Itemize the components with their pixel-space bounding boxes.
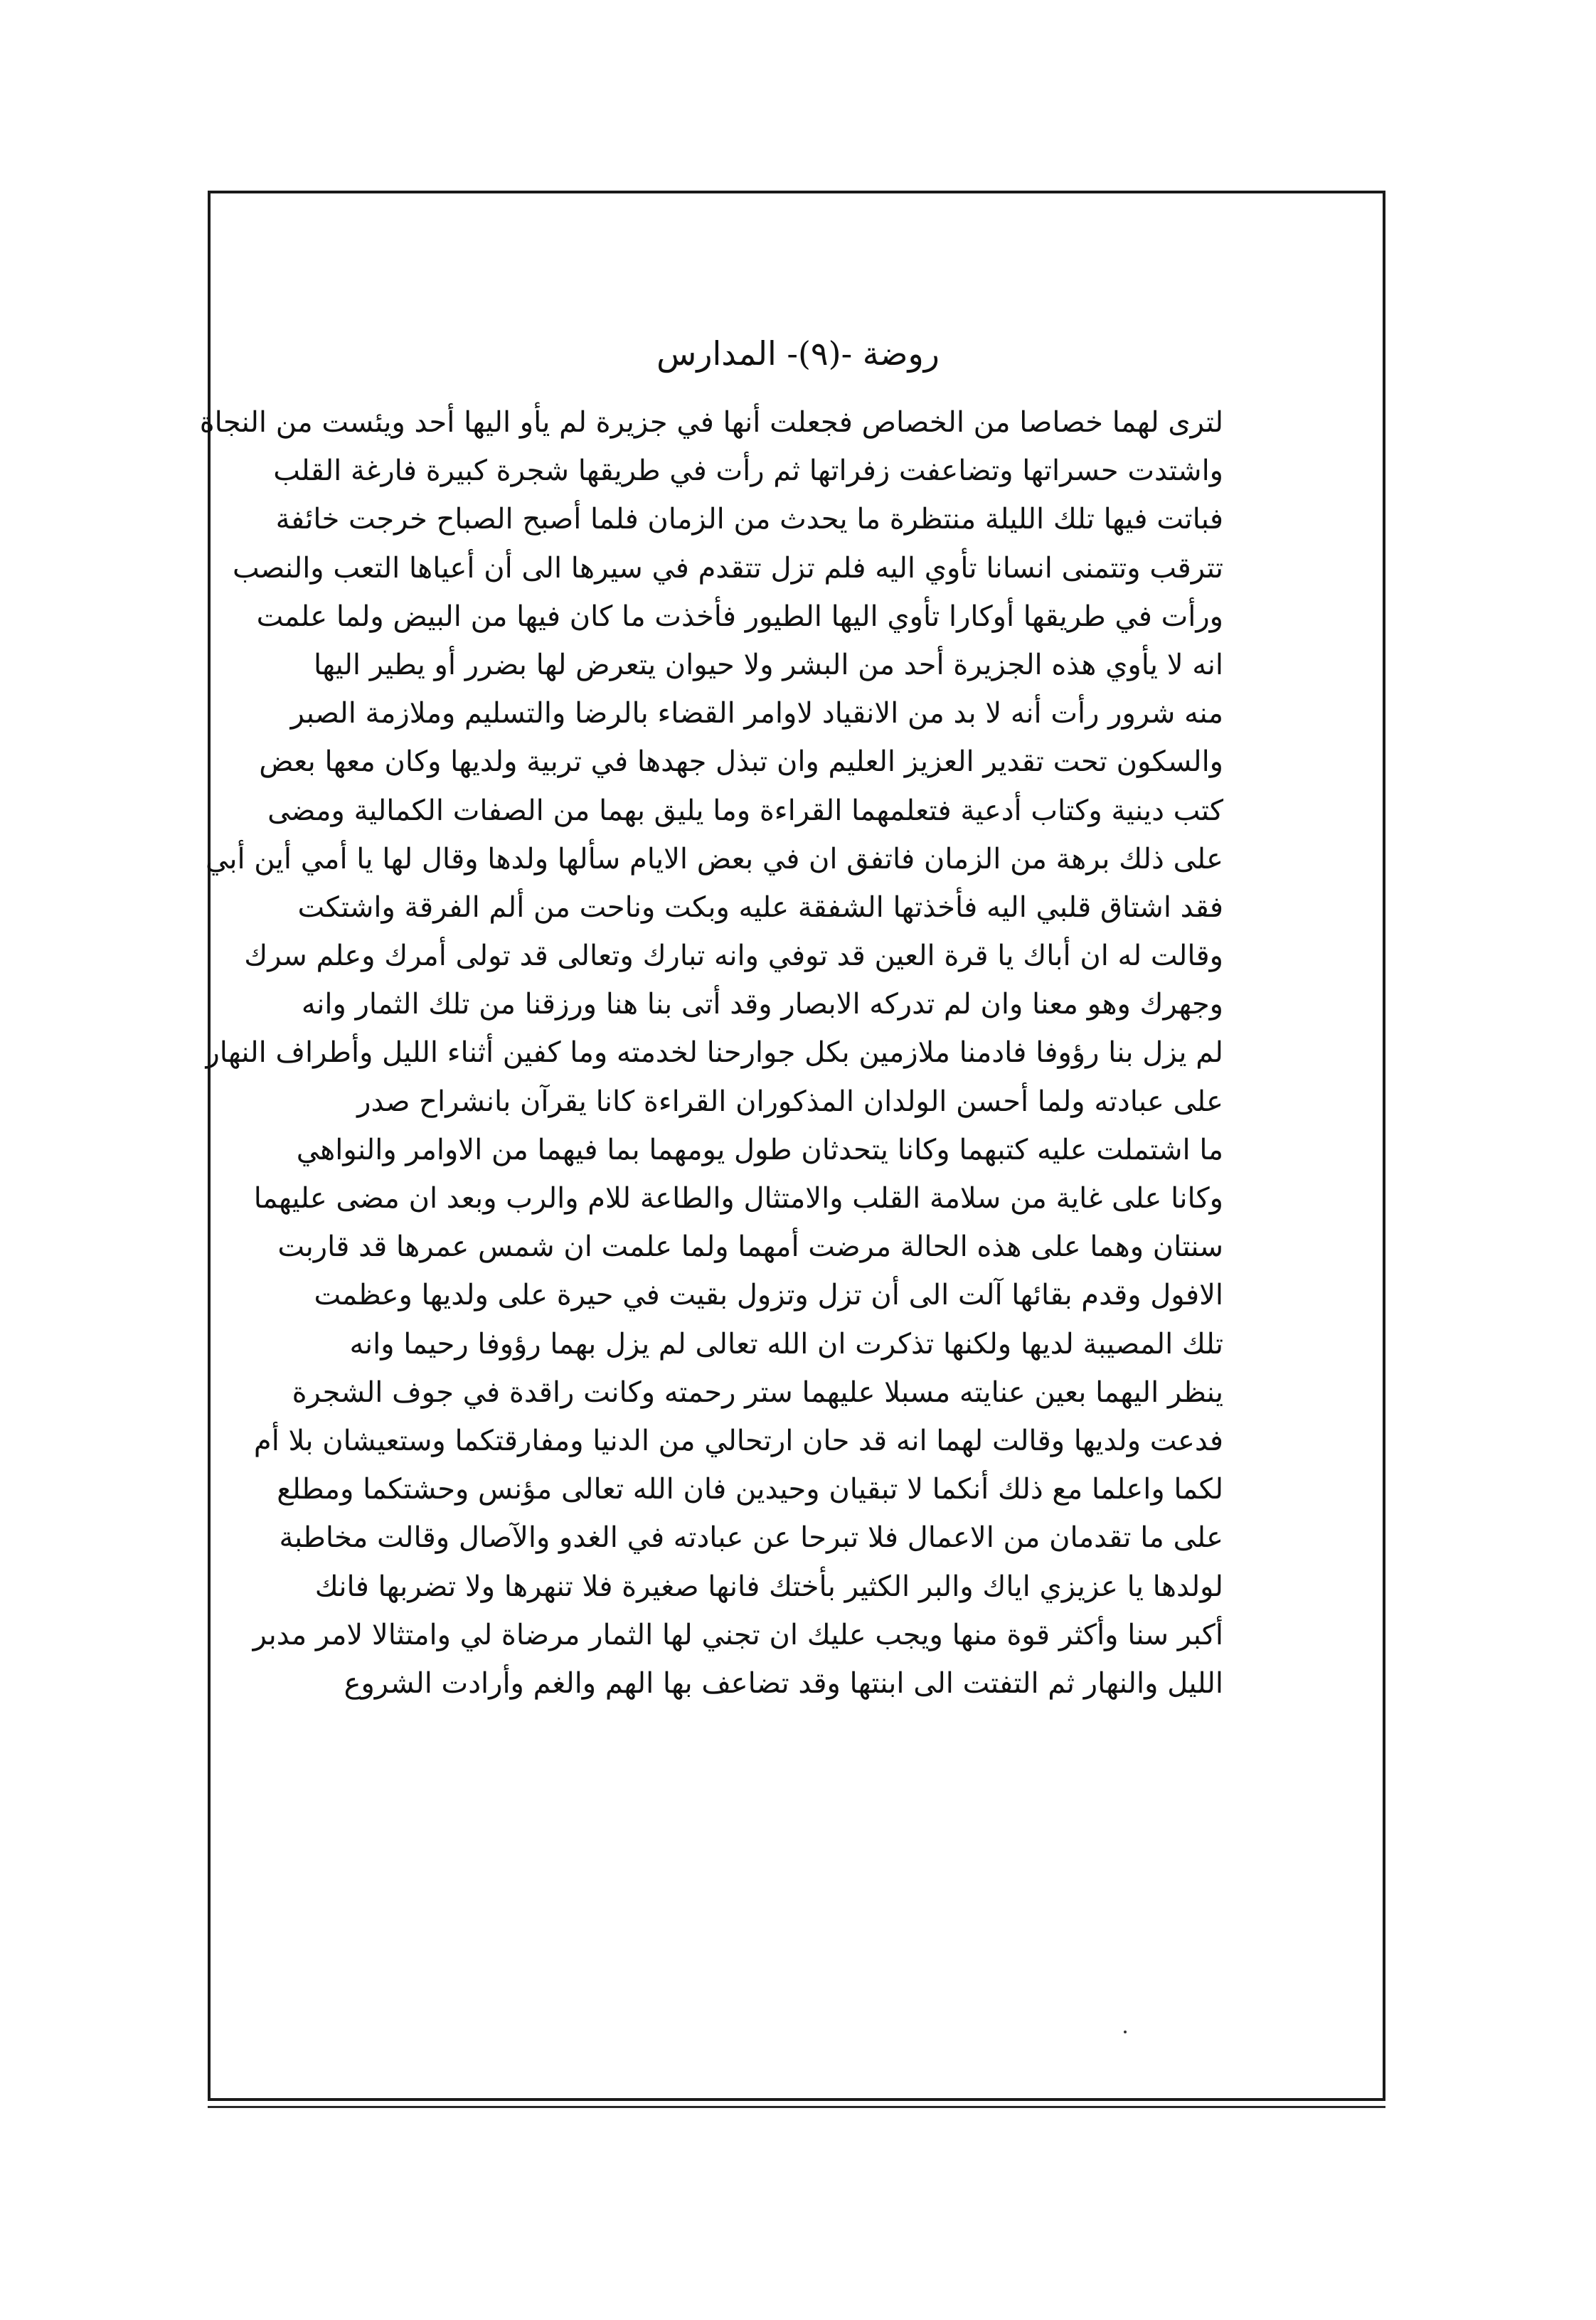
text-line: فقد اشتاق قلبي اليه فأخذتها الشفقة عليه وبكت وناحت من ألم الفرقة واشتكت bbox=[297, 890, 1223, 924]
text-line: انه لا يأوي هذه الجزيرة أحد من البشر ولا حيوان يتعرض لها بضرر أو يطير اليها bbox=[314, 648, 1223, 681]
text-line: وكانا على غاية من سلامة القلب والامتثال والطاعة للام والرب وبعد ان مضى عليهما bbox=[253, 1182, 1223, 1215]
text-line: لولدها يا عزيزي اياك والبر الكثير بأختك فانها صغيرة فلا تنهرها ولا تضربها فانك bbox=[314, 1570, 1223, 1603]
text-line: الافول وقدم بقائها آلت الى أن تزل وتزول بقيت في حيرة على ولديها وعظمت bbox=[314, 1279, 1223, 1312]
text-line: تلك المصيبة لديها ولكنها تذكرت ان الله تعالى لم يزل بهما رؤوفا رحيما وانه bbox=[349, 1327, 1223, 1361]
text-line: على عبادته ولما أحسن الولدان المذكوران القراءة كانا يقرآن بانشراح صدر bbox=[357, 1085, 1223, 1118]
text-line: وجهرك وهو معنا وان لم تدركه الابصار وقد أتى بنا هنا ورزقنا من تلك الثمار وانه bbox=[301, 988, 1223, 1021]
text-line: ينظر اليهما بعين عنايته مسبلا عليهما ستر رحمته وكانت راقدة في جوف الشجرة bbox=[292, 1375, 1223, 1409]
text-line: سنتان وهما على هذه الحالة مرضت أمهما ولما علمت ان شمس عمرها قد قاربت bbox=[277, 1230, 1223, 1264]
text-line: لم يزل بنا رؤوفا فادمنا ملازمين بكل جوارحنا لخدمته وما كفين أثناء الليل وأطراف النهار bbox=[206, 1036, 1223, 1070]
text-line: فدعت ولديها وقالت لهما انه قد حان ارتحالي من الدنيا ومفارقتكما وستعيشان بلا أم bbox=[253, 1424, 1223, 1457]
text-line: على ذلك برهة من الزمان فاتفق ان في بعض الايام سألها ولدها وقال لها يا أمي أين أبي bbox=[206, 842, 1223, 876]
text-line: ما اشتملت عليه كتبهما وكانا يتحدثان طول يومهما بما فيهما من الاوامر والنواهي bbox=[296, 1133, 1223, 1166]
text-line: ورأت في طريقها أوكارا تأوي اليها الطيور فأخذت ما كان فيها من البيض ولما علمت bbox=[256, 600, 1223, 633]
text-line: وقالت له ان أباك يا قرة العين قد توفي وانه تبارك وتعالى قد تولى أمرك وعلم سرك bbox=[244, 940, 1223, 973]
text-line: والسكون تحت تقدير العزيز العليم وان تبذل جهدها في تربية ولديها وكان معها بعض bbox=[259, 745, 1223, 779]
text-line: الليل والنهار ثم التفتت الى ابنتها وقد تضاعف بها الهم والغم وأرادت الشروع bbox=[344, 1666, 1223, 1700]
text-line: كتب دينية وكتاب أدعية فتعلمهما القراءة وما يليق بهما من الصفات الكمالية ومضى bbox=[267, 794, 1223, 827]
text-line: أكبر سنا وأكثر قوة منها ويجب عليك ان تجني لها الثمار مرضاة لي وامتثالا لامر مدبر bbox=[252, 1618, 1223, 1651]
text-line: على ما تقدمان من الاعمال فلا تبرحا عن عبادته في الغدو والآصال وقالت مخاطبة bbox=[279, 1521, 1223, 1555]
running-header: روضة -(٩)- المدارس bbox=[656, 334, 940, 373]
text-line: منه شرور رأت أنه لا بد من الانقياد لاوامر القضاء بالرضا والتسليم وملازمة الصبر bbox=[290, 697, 1223, 730]
page-speck bbox=[1124, 2031, 1127, 2033]
text-line: تترقب وتتمنى انسانا تأوي اليه فلم تزل تتقدم في سيرها الى أن أعياها التعب والنصب bbox=[232, 551, 1223, 585]
text-line: واشتدت حسراتها وتضاعفت زفراتها ثم رأت في طريقها شجرة كبيرة فارغة القلب bbox=[273, 454, 1223, 488]
text-line: لترى لهما خصاصا من الخصاص فجعلت أنها في جزيرة لم يأو اليها أحد ويئست من النجاة bbox=[199, 406, 1223, 439]
text-line: لكما واعلما مع ذلك أنكما لا تبقيان وحيدين فان الله تعالى مؤنس وحشتكما ومطلع bbox=[277, 1473, 1223, 1506]
text-line: فباتت فيها تلك الليلة منتظرة ما يحدث من الزمان فلما أصبح الصباح خرجت خائفة bbox=[275, 503, 1223, 536]
body-text bbox=[199, 398, 1223, 1708]
